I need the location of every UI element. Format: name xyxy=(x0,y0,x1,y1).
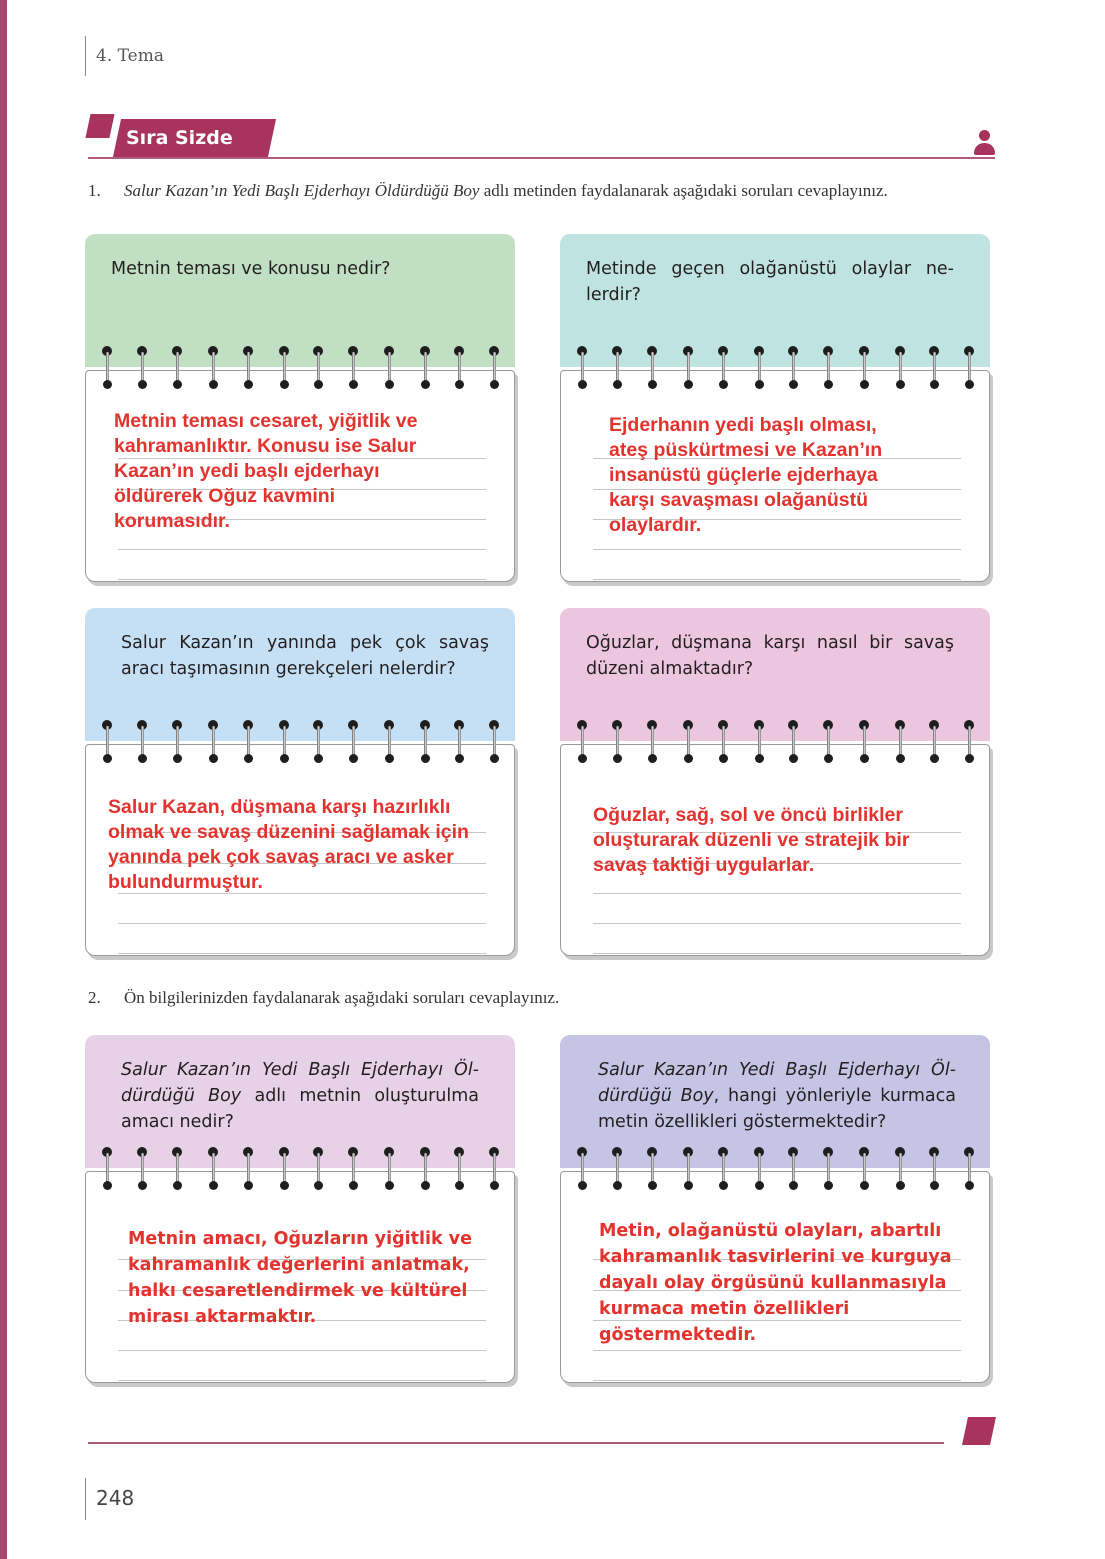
spiral-ring xyxy=(171,346,183,394)
spiral-ring xyxy=(171,1147,183,1195)
spiral-ring xyxy=(682,1147,694,1195)
banner-accent-square xyxy=(85,114,114,138)
card-answer: Metnin amacı, Oğuzların yiğitlik ve kahramanlık değerlerini anlatmak, halkı cesaretlendirmek ve kültürel mirası aktarmaktır. xyxy=(128,1229,472,1327)
spiral-ring xyxy=(717,346,729,394)
spiral-ring xyxy=(928,1147,940,1195)
spiral-ring xyxy=(682,720,694,768)
spiral-ring xyxy=(928,720,940,768)
spiral-ring xyxy=(207,1147,219,1195)
card-question xyxy=(598,1057,956,1135)
spiral-ring xyxy=(488,346,500,394)
card-answer-pad[interactable] xyxy=(85,1171,515,1383)
spiral-ring xyxy=(963,1147,975,1195)
card-answer: Oğuzlar, sağ, sol ve öncü birlikler oluşturarak düzenli ve stratejik bir savaş taktiği uygularlar. xyxy=(593,804,910,876)
card-question-rest: , hangi yönleriyle kurmaca metin özellikleri göstermektedir? xyxy=(598,1086,956,1132)
spiral-ring xyxy=(894,346,906,394)
card-answer: Salur Kazan, düşmana karşı hazırlıklı olmak ve savaş düzenini sağlamak için yanında pek çok savaş aracı ve asker bulundurmuştur. xyxy=(108,796,469,893)
spiral-ring xyxy=(171,720,183,768)
spiral-ring xyxy=(488,1147,500,1195)
spiral-ring xyxy=(101,720,113,768)
spiral-ring xyxy=(419,346,431,394)
spiral-ring xyxy=(611,346,623,394)
card-question: Oğuzlar, düşmana karşı nasıl bir savaş düzeni almaktadır? xyxy=(586,633,954,679)
footer-rule xyxy=(88,1442,944,1444)
card-question: Metinde geçen olağanüstü olaylar ne-lerdir? xyxy=(586,259,954,305)
question-1-instruction xyxy=(88,181,888,201)
spiral-ring xyxy=(753,720,765,768)
spiral-binding xyxy=(85,1147,515,1195)
question-2-instruction xyxy=(88,988,559,1008)
spiral-ring xyxy=(822,346,834,394)
spiral-ring xyxy=(682,346,694,394)
card-answer: Metin, olağanüstü olayları, abartılı kahramanlık tasvirlerini ve kurguya dayalı olay örgüsünü kullanmasıyla kurmaca metin özellikleri göstermektedir. xyxy=(599,1221,952,1345)
spiral-ring xyxy=(894,720,906,768)
spiral-ring xyxy=(717,720,729,768)
card-answer: Ejderhanın yedi başlı olması, ateş püskürtmesi ve Kazan’ın insanüstü güçlerle ejderhaya karşı savaşması olağanüstü olaylardır. xyxy=(609,414,883,536)
spiral-ring xyxy=(963,346,975,394)
spiral-ring xyxy=(787,1147,799,1195)
spiral-ring xyxy=(101,1147,113,1195)
spiral-ring xyxy=(858,1147,870,1195)
spiral-ring xyxy=(242,1147,254,1195)
spiral-ring xyxy=(611,720,623,768)
spiral-ring xyxy=(383,720,395,768)
spiral-ring xyxy=(383,346,395,394)
spiral-ring xyxy=(822,1147,834,1195)
spiral-ring xyxy=(312,346,324,394)
tema-label: 4. Tema xyxy=(96,46,164,66)
person-icon xyxy=(973,130,995,156)
card-answer-pad[interactable] xyxy=(85,744,515,956)
spiral-binding xyxy=(560,346,990,394)
spiral-ring xyxy=(419,720,431,768)
section-rule xyxy=(88,157,995,159)
spiral-ring xyxy=(419,1147,431,1195)
card-answer-pad[interactable] xyxy=(560,744,990,956)
spiral-ring xyxy=(858,720,870,768)
spiral-binding xyxy=(560,1147,990,1195)
spiral-ring xyxy=(278,346,290,394)
spiral-ring xyxy=(576,720,588,768)
question-2-text: Ön bilgilerinizden faydalanarak aşağıdaki soruları cevaplayınız. xyxy=(124,988,560,1007)
spiral-ring xyxy=(753,346,765,394)
left-edge-bar xyxy=(0,0,7,1559)
question-1-text: adlı metinden faydalanarak aşağıdaki soruları cevaplayınız. xyxy=(479,181,888,200)
spiral-ring xyxy=(136,720,148,768)
spiral-ring xyxy=(894,1147,906,1195)
header-divider xyxy=(85,36,86,76)
spiral-ring xyxy=(278,720,290,768)
card-answer-pad[interactable] xyxy=(85,370,515,582)
card-question-title: Salur Kazan’ın Yedi Başlı Ejderhayı Öl-dürdüğü Boy xyxy=(121,1060,479,1106)
spiral-ring xyxy=(488,720,500,768)
spiral-binding xyxy=(560,720,990,768)
card-answer: Metnin teması cesaret, yiğitlik ve kahramanlıktır. Konusu ise Salur Kazan’ın yedi başlı ejderhayı öldürerek Oğuz kavmini korumasıdır. xyxy=(114,410,418,532)
spiral-ring xyxy=(347,346,359,394)
footer-accent-square xyxy=(962,1417,996,1445)
spiral-ring xyxy=(312,1147,324,1195)
spiral-ring xyxy=(928,346,940,394)
spiral-ring xyxy=(717,1147,729,1195)
spiral-ring xyxy=(101,346,113,394)
card-question: Metnin teması ve konusu nedir? xyxy=(111,259,391,279)
card-question: Salur Kazan’ın yanında pek çok savaş aracı taşımasının gerekçeleri nelerdir? xyxy=(121,633,489,679)
question-1-number: 1. xyxy=(88,181,101,200)
spiral-ring xyxy=(312,720,324,768)
card-question xyxy=(121,1057,479,1135)
spiral-ring xyxy=(576,346,588,394)
spiral-ring xyxy=(207,346,219,394)
spiral-ring xyxy=(576,1147,588,1195)
spiral-ring xyxy=(646,720,658,768)
spiral-ring xyxy=(347,720,359,768)
question-2-number: 2. xyxy=(88,988,101,1007)
spiral-ring xyxy=(136,1147,148,1195)
spiral-ring xyxy=(646,1147,658,1195)
card-answer-pad[interactable] xyxy=(560,1171,990,1383)
spiral-binding xyxy=(85,346,515,394)
section-title: Sıra Sizde xyxy=(126,127,233,149)
spiral-ring xyxy=(646,346,658,394)
spiral-ring xyxy=(963,720,975,768)
spiral-ring xyxy=(453,1147,465,1195)
spiral-ring xyxy=(383,1147,395,1195)
footer-divider xyxy=(85,1478,86,1520)
spiral-ring xyxy=(753,1147,765,1195)
page-number: 248 xyxy=(96,1486,135,1510)
spiral-ring xyxy=(347,1147,359,1195)
spiral-ring xyxy=(787,346,799,394)
spiral-ring xyxy=(858,346,870,394)
spiral-ring xyxy=(136,346,148,394)
spiral-ring xyxy=(787,720,799,768)
card-answer-pad[interactable] xyxy=(560,370,990,582)
question-1-title: Salur Kazan’ın Yedi Başlı Ejderhayı Öldürdüğü Boy xyxy=(124,181,480,200)
spiral-ring xyxy=(242,346,254,394)
spiral-ring xyxy=(822,720,834,768)
spiral-ring xyxy=(453,720,465,768)
spiral-ring xyxy=(242,720,254,768)
card-question-rest: adlı metnin oluşturulma amacı nedir? xyxy=(121,1086,479,1132)
spiral-binding xyxy=(85,720,515,768)
spiral-ring xyxy=(207,720,219,768)
spiral-ring xyxy=(453,346,465,394)
spiral-ring xyxy=(278,1147,290,1195)
spiral-ring xyxy=(611,1147,623,1195)
card-question-title: Salur Kazan’ın Yedi Başlı Ejderhayı Öl-dürdüğü Boy xyxy=(598,1060,956,1106)
